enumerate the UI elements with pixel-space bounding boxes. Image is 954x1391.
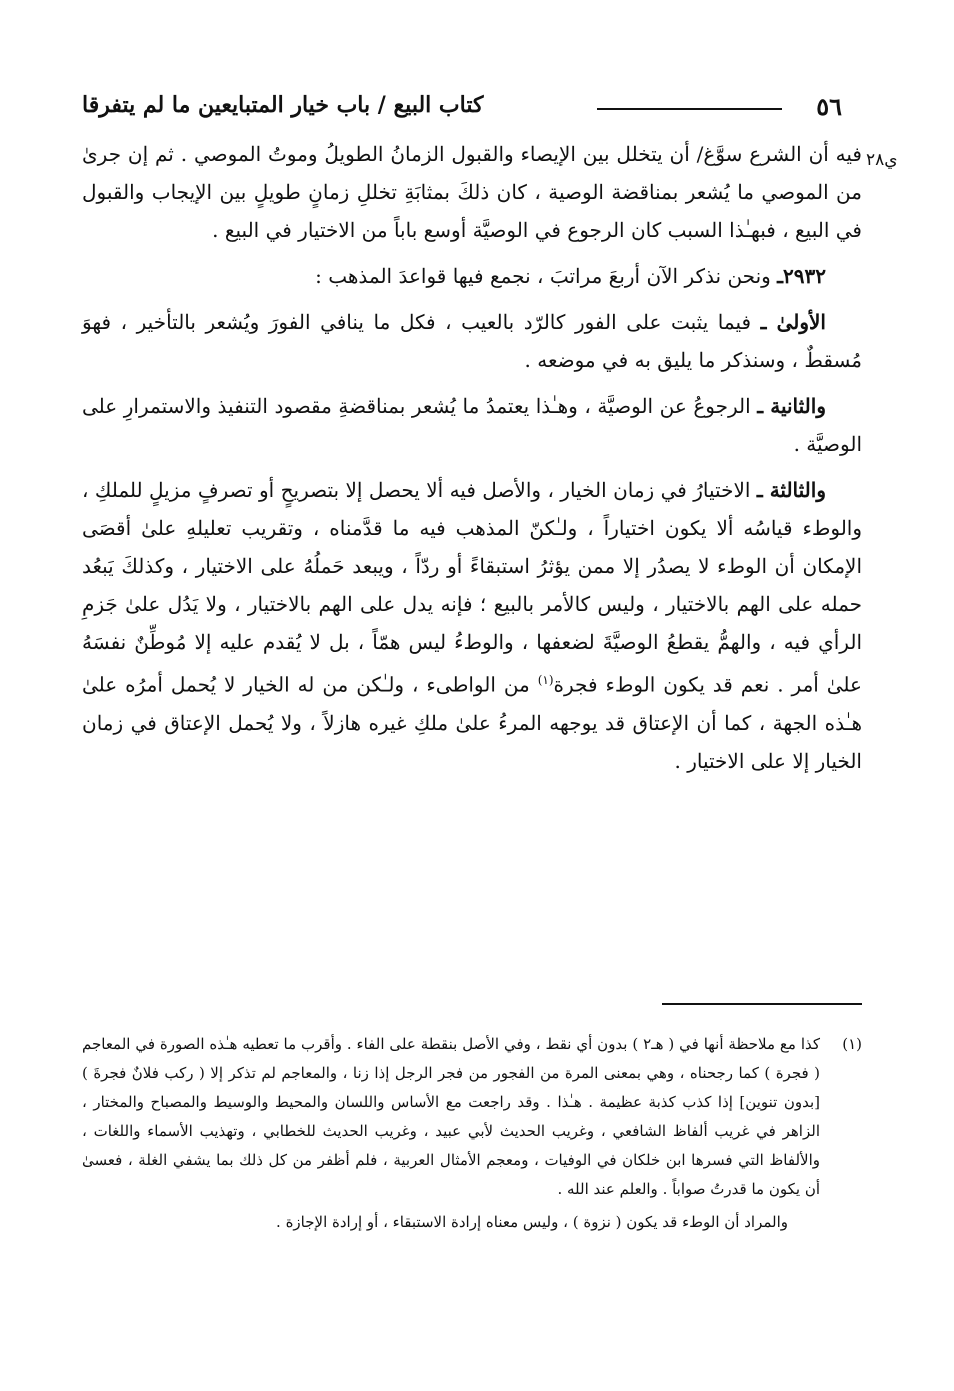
paragraph-text: الرجوعُ عن الوصيَّة ، وهـٰذا يعتمدُ ما يُشعر بمناقضةِ مقصود التنفيذ والاستمرارِ على الوصيَّة .	[82, 394, 862, 456]
paragraph-lead: الأولىٰ ـ	[760, 310, 826, 334]
footnote-paragraph: والمراد أن الوطء قد يكون ( نزوة ) ، وليس معناه إرادة الاستبقاء ، أو إرادة الإجازة .	[276, 1213, 788, 1231]
footnote-rule	[662, 1003, 862, 1005]
paragraph-third	[82, 471, 862, 780]
paragraph-text-continued: من الواطىء ، ولـٰكن من له الخيار لا يُحمل أمرُه علىٰ هـٰذه الجهة ، كما أن الإعتاق قد يوجهه المرءُ علىٰ ملكِ غيره هازلاً ، ولا يُحمل الإعتاق في زمان الخيار إلا على الاختيار .	[82, 672, 862, 773]
paragraph-text: ونحن نذكر الآن أربعَ مراتبَ ، نجمع فيها قواعدَ المذهب :	[315, 264, 778, 288]
header-rule	[597, 108, 782, 110]
main-text	[82, 135, 862, 788]
paragraph-lead: والثانية ـ	[757, 394, 826, 418]
footnote-paragraph: كذا مع ملاحظة أنها في ( هـ٢ ) بدون أي نقط ، وفي الأصل بنقطة على الفاء . وأقرب ما تعطيه هـٰذه الصورة في المعاجم ( فجرة ) كما رجحناه ، وهي بمعنى المرة من الفجور من فجر الرجل إذا زنا ، والمعاجم لم تذكر إلا ( ركب فلانٌ فجرةَ ) [بدون تنوين] إذا كذب كذبة عظيمة . هـٰذا . وقد راجعت مع الأساس واللسان والمحيط والوسيط والمصباح والمختار ، الزاهر في غريب ألفاظ الشافعي ، وغريب الحديث لأبي عبيد ، وغريب الحديث للخطابي ، وتهذيب الأسماء واللغات ، والألفاظ التي فسرها ابن خلكان في الوفيات ، ومعجم الأمثال العربية ، فلم أظفر من كل ذلك بما يشفي الغلة ، فعسىٰ أن يكون ما قدرتُ صواباً . والعلم عند الله .	[82, 1035, 820, 1198]
footnote	[82, 1030, 862, 1241]
page-number: ٥٦	[816, 92, 842, 121]
footnote-reference[interactable]: (١)	[537, 673, 554, 687]
footnote-marker: (١)	[842, 1035, 862, 1053]
paragraph-first	[82, 303, 862, 379]
chapter-title: كتاب البيع / باب خيار المتبايعين ما لم يتفرقا	[82, 92, 484, 118]
paragraph-numbered	[82, 257, 862, 295]
paragraph-lead: والثالثة ـ	[756, 478, 826, 502]
paragraph	[82, 135, 862, 249]
running-head	[82, 92, 842, 124]
paragraph-text: الاختيارُ في زمان الخيار ، والأصل فيه ألا يحصل إلا بتصريحٍ أو تصرفٍ مزيلٍ للملكِ ، والوطء قياسُه ألا يكون اختياراً ، ولـٰكنّ المذهب فيه ما قدَّمناه ، وتقريب تعليلهِ علىٰ أقصَى الإمكان أن الوطء لا يصدُر إلا ممن يؤثرُ استبقاءً أو ردّاً ، ويبعد حَملُهُ على الاختيار ، وكذلكَ يَبعُد حمله على الهم بالاختيار ، وليس كالأمر بالبيع ؛ فإنه يدل على الهم بالاختيار ، ولا يَدُل علىٰ جَزمِ الرأي فيه ، والهمُّ يقطعُ الوصيَّةَ لضعفها ، والوطءُ ليس همّاً ، بل لا يُقدم عليه إلا مُوطِّنٌ نفسَهُ علىٰ أمر . نعم قد يكون الوطء فجرة	[82, 478, 862, 697]
paragraph-second	[82, 387, 862, 463]
paragraph-text: فيه أن الشرع سوَّغ/ أن يتخلل بين الإيصاء والقبول الزمانُ الطويلُ وموتُ الموصي . ثم إن جرىٰ من الموصي ما يُشعر بمناقضة الوصية ، كان ذلكَ بمثابَةِ تخللِ زمانٍ طويلٍ بين الإيجاب والقبول في البيع ، فبهـٰذا السبب كان الرجوع في الوصيَّة أوسع باباً من الاختيار في البيع .	[82, 142, 862, 242]
section-number: ٢٩٣٢ـ	[777, 264, 826, 288]
footnote-body	[82, 1030, 820, 1237]
margin-note: ي٢٨	[866, 150, 898, 170]
paragraph-text: فيما يثبت على الفور كالرّد بالعيب ، فكل ما ينافي الفورَ ويُشعر بالتأخير ، فهوَ مُسقطٌ ، وسنذكر ما يليق به في موضعه .	[82, 310, 862, 372]
